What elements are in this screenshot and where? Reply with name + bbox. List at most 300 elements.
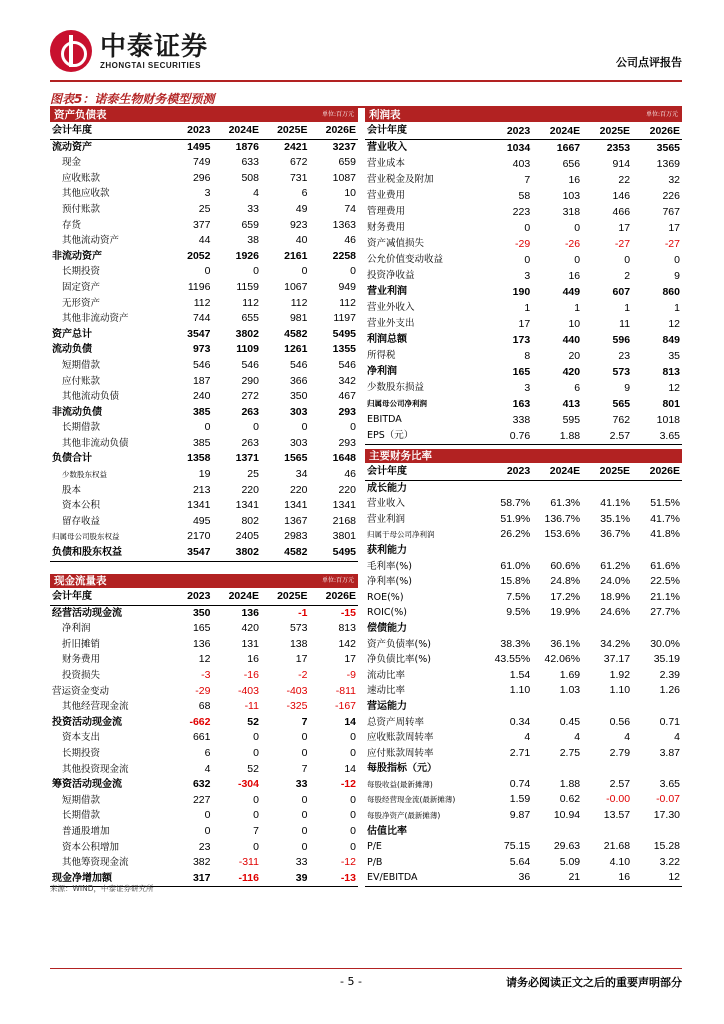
row-value: 220 xyxy=(338,483,356,496)
table-row xyxy=(50,498,358,514)
table-row xyxy=(365,699,682,715)
table-row xyxy=(365,316,682,332)
table-row xyxy=(50,762,358,778)
table-row xyxy=(365,777,682,793)
row-value: 112 xyxy=(290,296,308,309)
table-row xyxy=(365,792,682,808)
column-header-year: 2024E xyxy=(212,589,261,605)
row-value: 813 xyxy=(662,366,680,378)
row-value: 33 xyxy=(295,778,308,791)
row-value: 2405 xyxy=(235,530,259,543)
row-value: 6 xyxy=(301,187,308,200)
table-row xyxy=(365,140,682,157)
row-value: 7 xyxy=(301,715,308,728)
row-value: 2161 xyxy=(284,249,308,262)
row-value: 33 xyxy=(295,856,308,869)
row-value: 420 xyxy=(241,622,259,635)
income-statement-table xyxy=(365,123,682,445)
row-value: 801 xyxy=(662,398,680,410)
source-note: 来源：WIND，中泰证券研究所 xyxy=(50,884,154,893)
page-header xyxy=(50,30,682,86)
row-value: 1.10 xyxy=(609,684,631,697)
row-value: 0 xyxy=(253,809,259,822)
row-label: 其他筹资现金流 xyxy=(62,857,129,869)
table-row xyxy=(365,668,682,684)
row-value: 767 xyxy=(662,206,680,218)
row-value: 466 xyxy=(612,206,631,218)
row-value: 0 xyxy=(350,824,356,837)
row-value: 731 xyxy=(289,171,308,184)
table-row xyxy=(50,405,358,421)
table-row xyxy=(50,264,358,280)
row-label: 资本公积增加 xyxy=(62,841,120,853)
row-value: 0 xyxy=(574,254,581,266)
row-value: 226 xyxy=(662,190,680,202)
row-label: 营业成本 xyxy=(367,158,406,169)
logo-icon xyxy=(50,30,92,72)
logo-name-cn: 中泰证券 xyxy=(100,31,209,62)
row-value xyxy=(632,543,682,559)
row-value xyxy=(532,699,582,715)
row-value: 6 xyxy=(204,746,211,759)
row-label: 现金净增加额 xyxy=(50,871,164,887)
row-label: 应收账款 xyxy=(62,172,101,184)
row-label: 长期投资 xyxy=(62,747,101,759)
table-row xyxy=(50,699,358,715)
table-row xyxy=(50,374,358,390)
cash-flow-table xyxy=(50,589,358,887)
row-value: 4 xyxy=(253,187,259,200)
row-value: 546 xyxy=(192,358,211,371)
row-value: 1197 xyxy=(333,312,356,325)
column-header-label: 会计年度 xyxy=(365,464,482,480)
row-value: 546 xyxy=(289,358,308,371)
row-value: 153.6% xyxy=(544,528,581,541)
row-value: 16 xyxy=(582,870,632,886)
row-value: 350 xyxy=(289,390,308,403)
row-value: 2258 xyxy=(332,249,356,262)
row-value: -167 xyxy=(334,700,356,713)
row-value: 68 xyxy=(198,700,211,713)
row-value: -325 xyxy=(286,700,308,713)
row-value: -11 xyxy=(244,700,259,713)
table-header-row xyxy=(365,464,682,480)
row-value: 495 xyxy=(192,514,211,527)
row-value: 19.9% xyxy=(550,606,581,619)
disclaimer-text: 请务必阅读正文之后的重要声明部分 xyxy=(506,976,682,989)
row-value: 1367 xyxy=(284,514,308,527)
row-value: 35.1% xyxy=(600,512,631,525)
row-value: 138 xyxy=(289,637,308,650)
row-value: 1876 xyxy=(235,140,259,153)
table-row xyxy=(50,668,358,684)
row-value: 0 xyxy=(301,265,308,278)
row-value: 0 xyxy=(204,265,211,278)
table-row xyxy=(50,389,358,405)
table-row xyxy=(50,777,358,793)
row-value: 1087 xyxy=(332,171,356,184)
row-value: 1196 xyxy=(187,280,211,293)
balance-sheet-unit: 单位:百万元 xyxy=(321,111,354,118)
row-label: 营业费用 xyxy=(367,190,406,201)
row-value: 5.09 xyxy=(559,855,581,868)
row-value: 1018 xyxy=(656,414,680,426)
row-value: 303 xyxy=(289,436,308,449)
row-label: 偿债能力 xyxy=(367,622,407,634)
table-row xyxy=(50,467,358,483)
table-row xyxy=(50,793,358,809)
row-value: 136 xyxy=(241,606,259,619)
row-value xyxy=(632,824,682,840)
row-value: 467 xyxy=(338,390,356,403)
row-value: 75.15 xyxy=(503,840,531,853)
row-value: 20 xyxy=(568,350,581,362)
row-label: 其他应收款 xyxy=(62,188,110,200)
row-value: 11 xyxy=(619,318,631,330)
row-label: 预付账款 xyxy=(62,203,101,215)
row-label: 净利润 xyxy=(62,623,91,635)
row-value: 187 xyxy=(192,374,211,387)
row-label: 流动比率 xyxy=(367,669,406,681)
row-value: 293 xyxy=(338,436,356,449)
table-header-row xyxy=(365,123,682,140)
row-value: 1355 xyxy=(332,343,356,356)
row-value: 1.69 xyxy=(559,668,581,681)
figure-title: 图表5：诺泰生物财务模型预测 xyxy=(50,92,215,106)
row-value: 0.62 xyxy=(559,793,581,806)
row-value: 7 xyxy=(301,762,308,775)
table-row xyxy=(365,683,682,699)
table-row xyxy=(365,512,682,528)
row-value: 1.54 xyxy=(509,668,531,681)
row-value: 596 xyxy=(612,334,631,346)
row-value: 42.06% xyxy=(544,653,581,666)
row-value: 0 xyxy=(301,824,308,837)
row-value: 0 xyxy=(204,809,211,822)
row-value: 3802 xyxy=(212,545,261,561)
row-value: -26 xyxy=(564,238,581,250)
row-value: 44 xyxy=(198,234,211,247)
row-value: 303 xyxy=(289,405,308,418)
table-row xyxy=(365,715,682,731)
table-row xyxy=(365,855,682,871)
table-row xyxy=(50,808,358,824)
row-value: -662 xyxy=(189,715,211,728)
row-value: 41.8% xyxy=(650,528,680,541)
row-value: 4 xyxy=(574,731,581,744)
ratios-title: 主要财务比率 xyxy=(369,450,432,462)
table-row xyxy=(50,545,358,561)
ratios-banner xyxy=(365,449,682,463)
row-value: 8 xyxy=(524,350,531,362)
row-label: 投资活动现金流 xyxy=(52,716,122,728)
row-value: 7 xyxy=(524,174,531,186)
row-label: 营业利润 xyxy=(367,286,407,297)
row-value: 3 xyxy=(524,270,531,282)
row-value: 34.2% xyxy=(600,637,631,650)
row-value xyxy=(582,699,632,715)
row-value: 37.17 xyxy=(603,653,631,666)
row-value: 1.03 xyxy=(559,684,581,697)
row-value: 46 xyxy=(344,468,356,481)
row-value: 165 xyxy=(192,622,211,635)
row-value: 263 xyxy=(241,436,259,449)
row-label: 长期借款 xyxy=(62,422,101,434)
table-row xyxy=(50,139,358,155)
row-value: 2 xyxy=(624,270,631,282)
row-label: 总资产周转率 xyxy=(367,716,425,728)
row-value: 813 xyxy=(338,622,356,635)
row-value: 802 xyxy=(241,514,259,527)
row-value: 15.8% xyxy=(500,575,531,588)
row-value: 27.7% xyxy=(650,606,680,619)
row-value: 112 xyxy=(242,296,259,309)
row-value: 15.28 xyxy=(653,840,680,853)
row-value: 0 xyxy=(301,731,308,744)
row-value: 10 xyxy=(344,187,356,200)
table-row xyxy=(50,186,358,202)
cash-flow-unit: 单位:百万元 xyxy=(321,577,354,584)
row-value: 39 xyxy=(261,871,310,887)
table-row xyxy=(365,527,682,543)
row-value: 142 xyxy=(338,637,356,650)
row-value: 1109 xyxy=(236,343,259,356)
row-value: 61.0% xyxy=(500,559,531,572)
table-header-row xyxy=(50,123,358,139)
row-label: ROE(%) xyxy=(367,591,404,603)
row-value: -9 xyxy=(346,668,356,681)
row-label: 财务费用 xyxy=(62,654,101,666)
row-label: 短期借款 xyxy=(62,794,101,806)
row-label: EPS（元） xyxy=(365,428,482,445)
row-value: 60.6% xyxy=(550,559,581,572)
column-header-year: 2023 xyxy=(482,123,532,140)
row-value: 2052 xyxy=(187,249,211,262)
table-row xyxy=(50,483,358,499)
table-row xyxy=(50,621,358,637)
row-label: 营运能力 xyxy=(367,700,407,712)
row-value: 2353 xyxy=(606,142,631,154)
table-row xyxy=(365,496,682,512)
row-value: 17 xyxy=(618,222,631,234)
row-value: 21.1% xyxy=(650,590,680,603)
row-label: 资产负债率(%) xyxy=(367,638,431,650)
row-value: 762 xyxy=(612,414,631,426)
row-value: 146 xyxy=(612,190,631,202)
row-value: -403 xyxy=(237,684,259,697)
row-value: 0 xyxy=(524,222,531,234)
row-value: 21 xyxy=(532,870,582,886)
column-header-year: 2024E xyxy=(212,123,261,139)
row-value: 749 xyxy=(192,156,211,169)
row-value: 385 xyxy=(192,436,211,449)
footer-divider xyxy=(50,968,682,969)
row-label: 资本公积 xyxy=(62,500,101,512)
row-value: 546 xyxy=(241,358,259,371)
row-value: 30.0% xyxy=(650,637,680,650)
row-value: 10.94 xyxy=(553,809,581,822)
row-value: 21.68 xyxy=(603,840,631,853)
row-value: 0 xyxy=(574,222,581,234)
row-value: 9 xyxy=(624,382,631,394)
row-value: 0 xyxy=(350,840,356,853)
row-label: 净负债比率(%) xyxy=(367,654,431,666)
row-value: 23 xyxy=(198,840,211,853)
row-label: 净利润 xyxy=(367,366,397,377)
row-value: 3.87 xyxy=(659,746,680,759)
row-value: 413 xyxy=(562,398,581,410)
row-label: 流动资产 xyxy=(52,141,92,153)
row-value: -27 xyxy=(664,238,680,250)
column-header-year: 2026E xyxy=(309,123,358,139)
row-value: 6 xyxy=(574,382,581,394)
row-value: 1 xyxy=(524,302,531,314)
row-value: 9.5% xyxy=(506,606,531,619)
row-value: 546 xyxy=(338,358,356,371)
row-label: 毛利率(%) xyxy=(367,560,412,572)
row-value: 1926 xyxy=(235,249,259,262)
row-value: 10 xyxy=(568,318,581,330)
row-value: 19 xyxy=(198,468,211,481)
row-value: 1363 xyxy=(332,218,356,231)
row-value: 420 xyxy=(562,366,581,378)
row-value: 240 xyxy=(192,390,211,403)
row-value: 1341 xyxy=(284,499,308,512)
row-value: 43.55% xyxy=(494,653,531,666)
row-value: 112 xyxy=(193,296,211,309)
row-value: 26.2% xyxy=(500,528,531,541)
row-label: 其他经营现金流 xyxy=(62,701,129,713)
row-value: 24.6% xyxy=(600,606,631,619)
row-value: 2.79 xyxy=(609,746,631,759)
row-value: 35 xyxy=(668,350,680,362)
row-value: 0 xyxy=(301,840,308,853)
row-label: 估值比率 xyxy=(367,825,407,837)
row-value: 40 xyxy=(295,234,308,247)
row-value: 377 xyxy=(192,218,211,231)
row-value: 0 xyxy=(301,793,308,806)
report-type: 公司点评报告 xyxy=(616,56,682,69)
row-value: 4 xyxy=(524,731,531,744)
column-header-label: 会计年度 xyxy=(50,589,164,605)
row-value: -2 xyxy=(298,668,308,681)
row-value: 22 xyxy=(618,174,631,186)
table-row xyxy=(365,348,682,364)
row-value: 0.34 xyxy=(509,715,531,728)
row-value: 36 xyxy=(482,870,532,886)
row-value: 661 xyxy=(192,731,211,744)
row-value: -13 xyxy=(309,871,358,887)
row-label: 获利能力 xyxy=(367,544,407,556)
row-value: 744 xyxy=(192,312,211,325)
row-value: -0.00 xyxy=(606,793,631,806)
row-value: 38.3% xyxy=(500,637,531,650)
row-value: 0 xyxy=(204,421,211,434)
row-value: 1667 xyxy=(556,142,581,154)
income-statement-unit: 单位:百万元 xyxy=(645,111,678,118)
row-value: 659 xyxy=(241,218,259,231)
table-row xyxy=(50,296,358,312)
row-value: 633 xyxy=(241,156,259,169)
column-header-year: 2025E xyxy=(261,123,310,139)
table-row xyxy=(50,202,358,218)
row-value: 318 xyxy=(562,206,581,218)
table-row xyxy=(50,605,358,621)
row-label: 普通股增加 xyxy=(62,825,110,837)
row-value: 4582 xyxy=(284,327,308,340)
row-value: 74 xyxy=(344,202,356,215)
row-value: 1.10 xyxy=(509,684,531,697)
row-value: 190 xyxy=(512,286,531,298)
row-value: 4582 xyxy=(261,545,310,561)
column-header-year: 2025E xyxy=(582,464,632,480)
table-row xyxy=(365,172,682,188)
row-value xyxy=(582,480,632,496)
row-value: 35.19 xyxy=(653,653,680,666)
row-value: 12 xyxy=(668,382,680,394)
row-value: 7 xyxy=(253,824,259,837)
row-label: 其他非流动资产 xyxy=(62,313,129,325)
row-label: 财务费用 xyxy=(367,222,406,233)
row-label: 负债合计 xyxy=(52,453,92,465)
row-value: 1.26 xyxy=(659,684,680,697)
row-label: 营运资金变动 xyxy=(52,685,110,697)
table-row xyxy=(365,480,682,496)
cash-flow-banner xyxy=(50,574,358,588)
row-value: 293 xyxy=(338,405,356,418)
row-label: 股本 xyxy=(62,484,82,496)
table-row xyxy=(50,824,358,840)
row-value: 52 xyxy=(247,762,259,775)
row-value: -15 xyxy=(340,606,356,619)
row-value: 34 xyxy=(295,468,308,481)
row-value: 1 xyxy=(574,302,581,314)
row-label: 留存收益 xyxy=(62,515,101,527)
row-value: 223 xyxy=(512,206,531,218)
table-row xyxy=(50,358,358,374)
row-value: 49 xyxy=(295,202,308,215)
row-value: 0 xyxy=(350,809,356,822)
row-value: 24.8% xyxy=(550,575,581,588)
table-row xyxy=(365,605,682,621)
row-value: 655 xyxy=(241,312,259,325)
row-label: 非流动资产 xyxy=(52,250,102,262)
table-row xyxy=(50,218,358,234)
row-value: 338 xyxy=(512,414,531,426)
row-value: 58 xyxy=(518,190,531,202)
row-label: P/E xyxy=(367,841,382,853)
logo-name-en: ZHONGTAI SECURITIES xyxy=(100,60,201,70)
row-value: 350 xyxy=(192,606,211,619)
table-row xyxy=(365,652,682,668)
row-value: 2.39 xyxy=(659,668,680,681)
column-header-year: 2023 xyxy=(482,464,532,480)
row-value: 17.2% xyxy=(550,590,581,603)
row-value: 41.7% xyxy=(650,512,680,525)
row-value: 0 xyxy=(350,793,356,806)
row-label: 经营活动现金流 xyxy=(52,607,122,619)
table-row xyxy=(365,284,682,300)
table-row xyxy=(50,684,358,700)
row-label: 筹资活动现金流 xyxy=(52,779,122,791)
row-label: 少数股东损益 xyxy=(367,382,425,393)
row-value: 2.57 xyxy=(609,777,631,790)
table-row xyxy=(50,233,358,249)
row-value: 403 xyxy=(512,158,531,170)
row-value: -12 xyxy=(340,778,356,791)
row-value: 1358 xyxy=(187,452,211,465)
row-value: 1341 xyxy=(235,499,259,512)
